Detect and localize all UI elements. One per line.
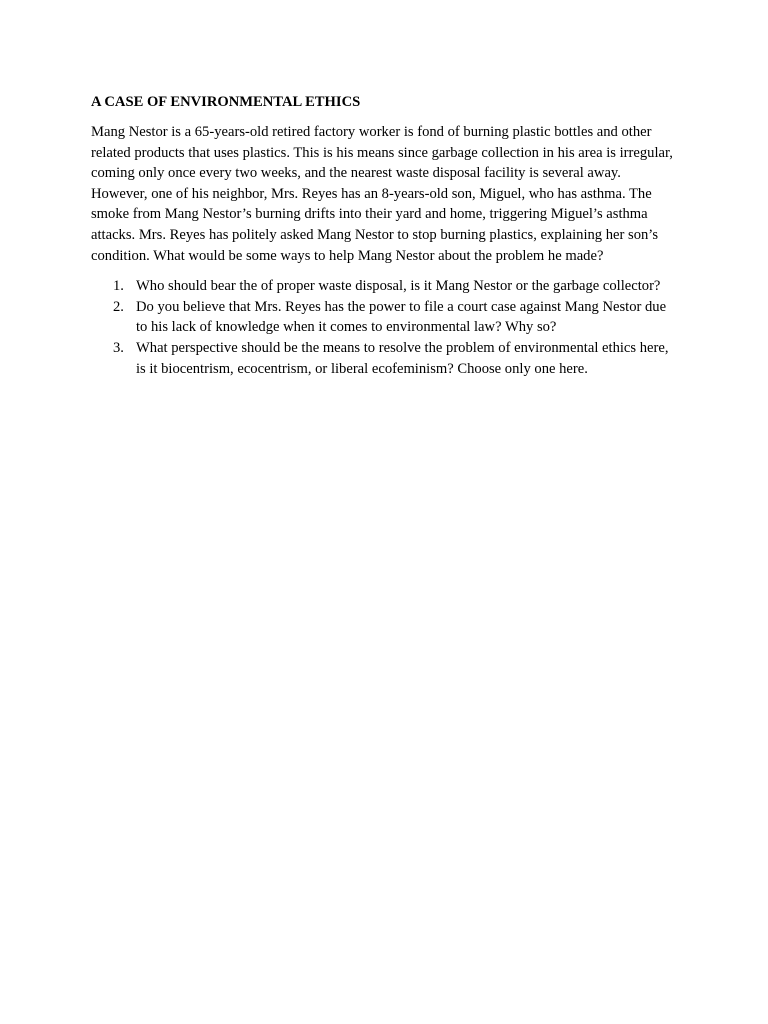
question-item — [91, 276, 681, 297]
question-item — [91, 338, 681, 379]
question-item — [91, 297, 681, 338]
question-text: Who should bear the of proper waste disposal, is it Mang Nestor or the garbage collector? — [136, 278, 661, 295]
document-content — [91, 92, 681, 379]
question-list — [91, 276, 681, 379]
question-text: What perspective should be the means to resolve the problem of environmental ethics here, is it biocentrism, ecocentrism, or liberal ecofeminism? Choose only one here. — [136, 339, 669, 377]
document-title: A CASE OF ENVIRONMENTAL ETHICS — [91, 94, 361, 110]
question-number: 3. — [113, 339, 124, 356]
question-number: 1. — [113, 278, 124, 295]
question-number: 2. — [113, 298, 124, 315]
case-paragraph: Mang Nestor is a 65-years-old retired factory worker is fond of burning plastic bottles and other related products that uses plastics. This is his means since garbage collection in his area is irregular, coming only once every two weeks, and the nearest waste disposal facility is several away. However, one of his neighbor, Mrs. Reyes has an 8-years-old son, Miguel, who has asthma. The smoke from Mang Nestor’s burning drifts into their yard and home, triggering Miguel’s asthma attacks. Mrs. Reyes has politely asked Mang Nestor to stop burning plastics, explaining her son’s condition. What would be some ways to help Mang Nestor about the problem he made? — [91, 124, 673, 264]
question-text: Do you believe that Mrs. Reyes has the power to file a court case against Mang Nestor due to his lack of knowledge when it comes to environmental law? Why so? — [136, 298, 667, 336]
